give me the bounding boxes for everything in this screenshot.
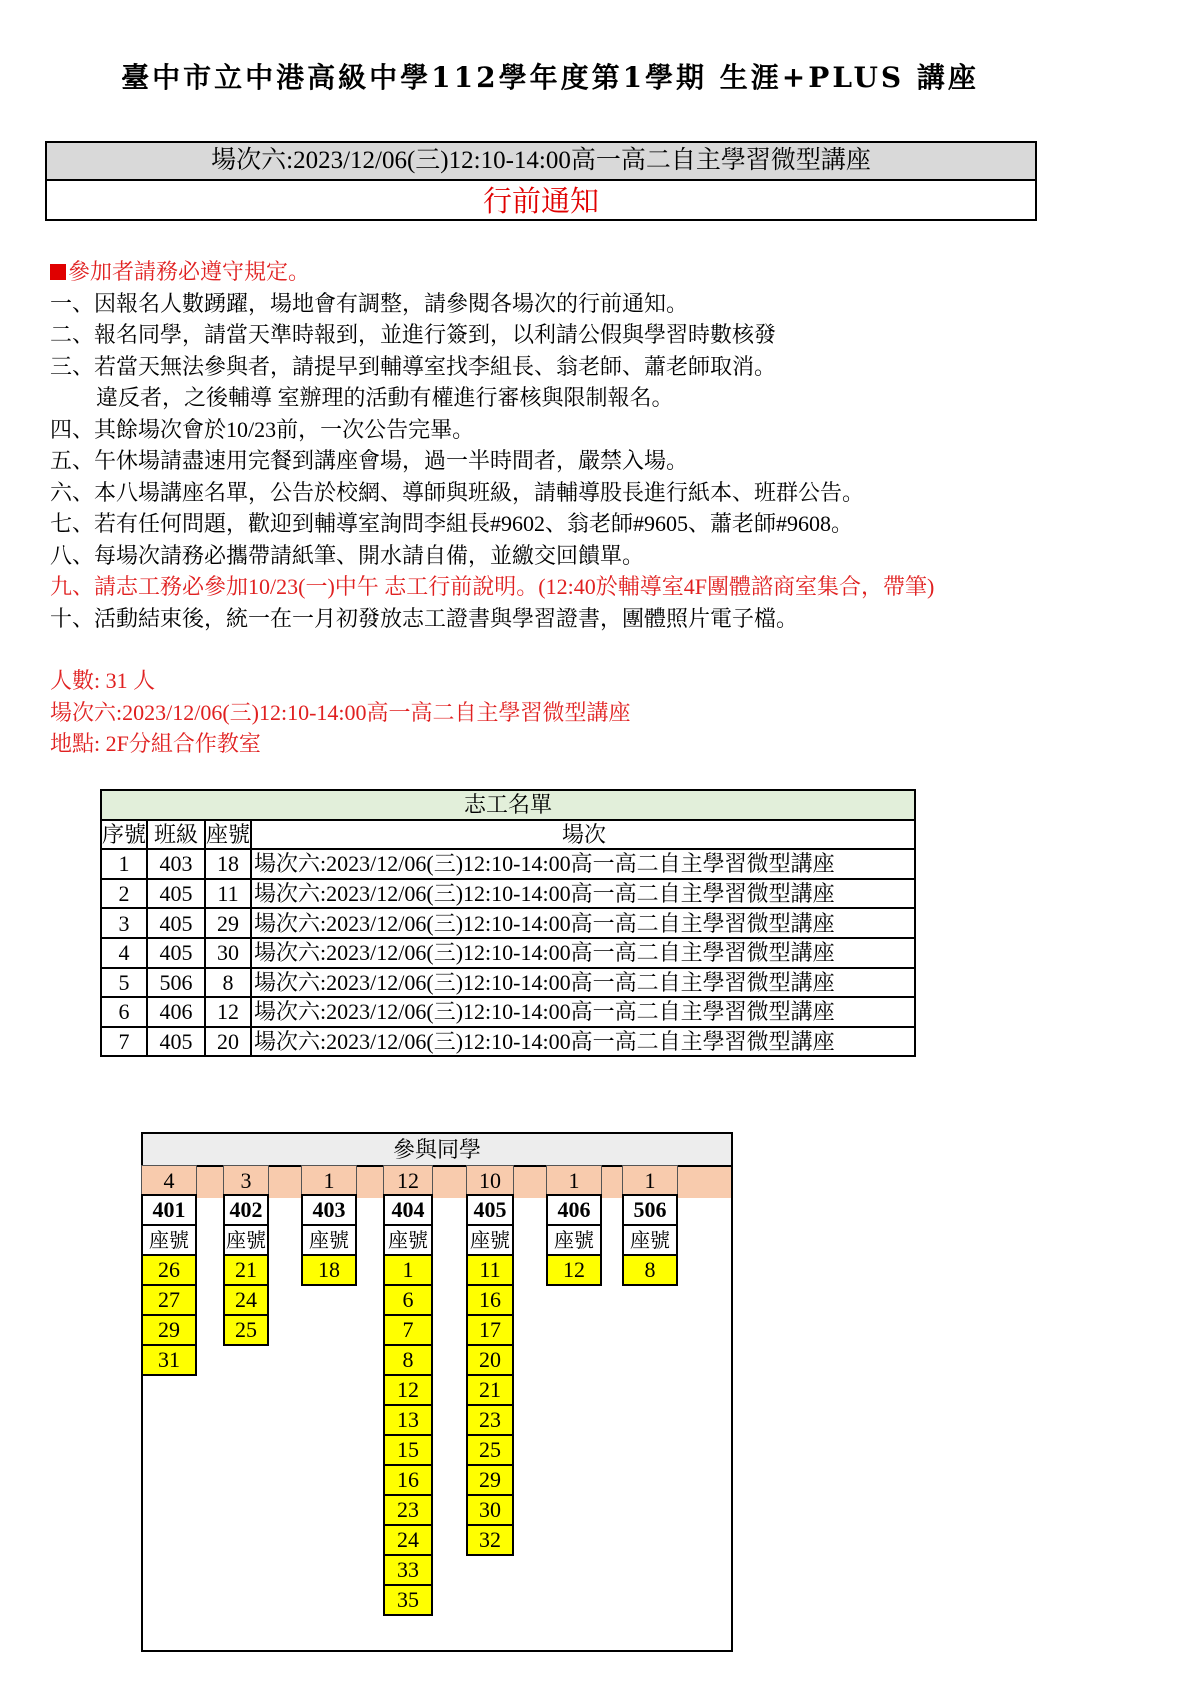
participant-count: 人數: 31 人 <box>50 668 156 693</box>
cell-class: 405 <box>147 938 205 968</box>
class-count: 1 <box>301 1165 357 1196</box>
rules-heading-text: 參加者請務必遵守規定。 <box>68 259 311 284</box>
red-square-icon <box>50 264 66 280</box>
rule-item: 五、午休場請盡速用完餐到講座會場，過一半時間者，嚴禁入場。 <box>50 448 689 473</box>
seat-label: 座號 <box>466 1224 514 1256</box>
seat-number: 27 <box>141 1284 197 1316</box>
rule-item: 十、活動結束後，統一在一月初發放志工證書與學習證書，團體照片電子檔。 <box>50 605 799 631</box>
volunteer-table-title-row <box>101 790 915 820</box>
session-info <box>50 665 631 760</box>
seat-number: 31 <box>141 1344 197 1376</box>
class-label: 406 <box>546 1194 602 1226</box>
cell-class: 405 <box>147 879 205 909</box>
seat-number: 8 <box>383 1344 433 1376</box>
cell-seat: 11 <box>205 879 251 909</box>
seat-label: 座號 <box>301 1224 357 1256</box>
seat-number: 15 <box>383 1434 433 1466</box>
rule-item: 七、若有任何問題，歡迎到輔導室詢問李組長#9602、翁老師#9605、蕭老師#9608。 <box>50 511 854 536</box>
cell-session: 場次六:2023/12/06(三)12:10-14:00高一高二自主學習微型講座 <box>251 849 915 879</box>
volunteer-table-header-row <box>101 820 915 850</box>
class-label: 403 <box>301 1194 357 1226</box>
class-label: 401 <box>141 1194 197 1226</box>
table-row <box>101 849 915 879</box>
session-header-box <box>45 141 1037 221</box>
session-title: 場次六:2023/12/06(三)12:10-14:00高一高二自主學習微型講座 <box>47 143 1035 181</box>
seat-number: 21 <box>466 1374 514 1406</box>
cell-session: 場次六:2023/12/06(三)12:10-14:00高一高二自主學習微型講座 <box>251 997 915 1027</box>
seat-number: 16 <box>383 1464 433 1496</box>
seat-number: 29 <box>141 1314 197 1346</box>
cell-session: 場次六:2023/12/06(三)12:10-14:00高一高二自主學習微型講座 <box>251 908 915 938</box>
class-count: 1 <box>622 1165 678 1196</box>
rule-item: 四、其餘場次會於10/23前，一次公告完畢。 <box>50 416 475 442</box>
cell-seat: 29 <box>205 908 251 938</box>
rules-heading <box>50 256 1170 288</box>
seat-label: 座號 <box>141 1224 197 1256</box>
seat-number: 25 <box>223 1314 269 1346</box>
class-count: 1 <box>546 1165 602 1196</box>
table-row <box>101 938 915 968</box>
participants-title: 參與同學 <box>143 1134 731 1167</box>
seat-number: 29 <box>466 1464 514 1496</box>
class-count: 12 <box>383 1165 433 1196</box>
col-header-session: 場次 <box>251 820 915 850</box>
cell-index: 7 <box>101 1027 147 1057</box>
cell-class: 406 <box>147 997 205 1027</box>
seat-number: 35 <box>383 1584 433 1616</box>
table-row <box>101 997 915 1027</box>
seat-number: 23 <box>466 1404 514 1436</box>
cell-class: 405 <box>147 908 205 938</box>
seat-number: 23 <box>383 1494 433 1526</box>
class-label: 404 <box>383 1194 433 1226</box>
cell-index: 2 <box>101 879 147 909</box>
rule-item: 違反者，之後輔導 室辦理的活動有權進行審核與限制報名。 <box>96 385 674 410</box>
seat-number: 16 <box>466 1284 514 1316</box>
cell-session: 場次六:2023/12/06(三)12:10-14:00高一高二自主學習微型講座 <box>251 968 915 998</box>
cell-class: 506 <box>147 968 205 998</box>
class-count: 3 <box>223 1165 269 1196</box>
seat-label: 座號 <box>383 1224 433 1256</box>
seat-label: 座號 <box>622 1224 678 1256</box>
table-row <box>101 879 915 909</box>
rule-item: 二、報名同學，請當天準時報到，並進行簽到，以利請公假與學習時數核發 <box>50 322 777 347</box>
seat-label: 座號 <box>223 1224 269 1256</box>
seat-number: 13 <box>383 1404 433 1436</box>
seat-number: 11 <box>466 1254 514 1286</box>
class-count: 10 <box>466 1165 514 1196</box>
seat-number: 20 <box>466 1344 514 1376</box>
class-label: 405 <box>466 1194 514 1226</box>
seat-number: 26 <box>141 1254 197 1286</box>
rule-item-volunteer-briefing: 九、請志工務必參加10/23(一)中午 志工行前說明。(12:40於輔導室4F團體諮商室集合，帶筆) <box>50 574 935 599</box>
seat-number: 21 <box>223 1254 269 1286</box>
cell-index: 5 <box>101 968 147 998</box>
participants-panel <box>141 1132 733 1652</box>
seat-number: 1 <box>383 1254 433 1286</box>
seat-label: 座號 <box>546 1224 602 1256</box>
seat-number: 7 <box>383 1314 433 1346</box>
rules-section <box>50 256 1170 634</box>
seat-number: 24 <box>383 1524 433 1556</box>
seat-number: 17 <box>466 1314 514 1346</box>
notice-title: 行前通知 <box>482 184 599 218</box>
table-row <box>101 908 915 938</box>
page-title: 臺中市立中港高級中學112學年度第1學期 生涯+PLUS 講座 <box>121 61 979 94</box>
cell-seat: 30 <box>205 938 251 968</box>
col-header-seat: 座號 <box>205 820 251 850</box>
cell-seat: 18 <box>205 849 251 879</box>
seat-number: 32 <box>466 1524 514 1556</box>
cell-seat: 20 <box>205 1027 251 1057</box>
cell-index: 6 <box>101 997 147 1027</box>
seat-number: 18 <box>301 1254 357 1286</box>
volunteer-table <box>100 789 916 1057</box>
cell-index: 3 <box>101 908 147 938</box>
info-location: 地點: 2F分組合作教室 <box>50 731 261 756</box>
class-count: 4 <box>141 1165 197 1196</box>
table-row <box>101 1027 915 1057</box>
seat-number: 25 <box>466 1434 514 1466</box>
cell-class: 403 <box>147 849 205 879</box>
seat-number: 8 <box>622 1254 678 1286</box>
rule-item: 六、本八場講座名單，公告於校網、導師與班級，請輔導股長進行紙本、班群公告。 <box>50 479 865 505</box>
rule-item: 八、每場次請務必攜帶請紙筆、開水請自備，並繳交回饋單。 <box>50 542 645 568</box>
seat-number: 33 <box>383 1554 433 1586</box>
col-header-class: 班級 <box>147 820 205 850</box>
cell-session: 場次六:2023/12/06(三)12:10-14:00高一高二自主學習微型講座 <box>251 1027 915 1057</box>
seat-number: 12 <box>546 1254 602 1286</box>
class-label: 506 <box>622 1194 678 1226</box>
cell-seat: 8 <box>205 968 251 998</box>
info-session: 場次六:2023/12/06(三)12:10-14:00高一高二自主學習微型講座 <box>50 699 631 725</box>
table-row <box>101 968 915 998</box>
rule-item: 三、若當天無法參與者，請提早到輔導室找李組長、翁老師、蕭老師取消。 <box>50 353 777 379</box>
cell-index: 4 <box>101 938 147 968</box>
cell-index: 1 <box>101 849 147 879</box>
seat-number: 12 <box>383 1374 433 1406</box>
rule-item: 一、因報名人數踴躍，場地會有調整，請參閱各場次的行前通知。 <box>50 290 689 316</box>
col-header-index: 序號 <box>101 820 147 850</box>
cell-session: 場次六:2023/12/06(三)12:10-14:00高一高二自主學習微型講座 <box>251 938 915 968</box>
seat-number: 24 <box>223 1284 269 1316</box>
cell-seat: 12 <box>205 997 251 1027</box>
seat-number: 6 <box>383 1284 433 1316</box>
class-label: 402 <box>223 1194 269 1226</box>
cell-class: 405 <box>147 1027 205 1057</box>
volunteer-table-title: 志工名單 <box>101 790 915 820</box>
cell-session: 場次六:2023/12/06(三)12:10-14:00高一高二自主學習微型講座 <box>251 879 915 909</box>
seat-number: 30 <box>466 1494 514 1526</box>
